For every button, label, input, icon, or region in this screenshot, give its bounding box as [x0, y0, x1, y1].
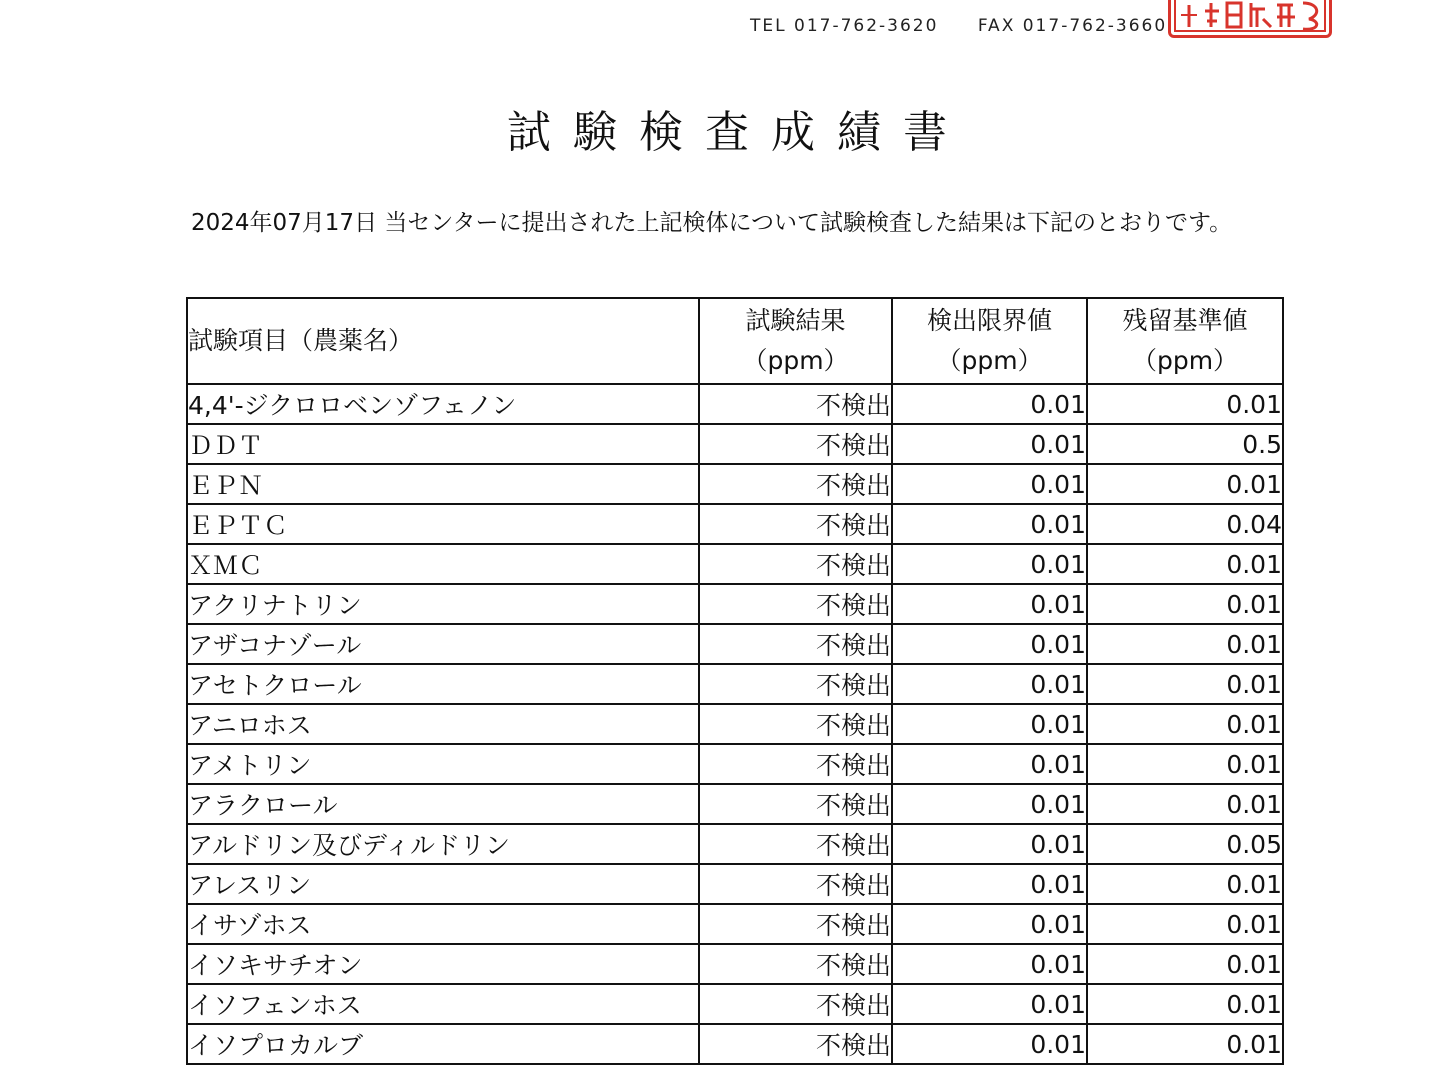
cell-pesticide-name: ＤＤＴ	[187, 424, 699, 464]
cell-detection-limit: 0.01	[892, 464, 1087, 504]
cell-pesticide-name: アクリナトリン	[187, 584, 699, 624]
table-row	[187, 1024, 1283, 1064]
cell-residue-standard: 0.01	[1087, 944, 1283, 984]
cell-residue-standard: 0.01	[1087, 584, 1283, 624]
cell-detection-limit: 0.01	[892, 784, 1087, 824]
cell-pesticide-name: イソプロカルブ	[187, 1024, 699, 1064]
cell-residue-standard: 0.05	[1087, 824, 1283, 864]
results-table	[186, 297, 1284, 1065]
cell-test-result: 不検出	[699, 424, 892, 464]
cell-detection-limit: 0.01	[892, 824, 1087, 864]
header-residue-standard	[1087, 298, 1283, 384]
cell-test-result: 不検出	[699, 464, 892, 504]
results-body	[187, 384, 1283, 1064]
cell-test-result: 不検出	[699, 904, 892, 944]
cell-detection-limit: 0.01	[892, 384, 1087, 424]
table-row	[187, 664, 1283, 704]
cell-residue-standard: 0.01	[1087, 704, 1283, 744]
cell-pesticide-name: アメトリン	[187, 744, 699, 784]
cell-residue-standard: 0.01	[1087, 744, 1283, 784]
cell-residue-standard: 0.01	[1087, 464, 1283, 504]
cell-residue-standard: 0.01	[1087, 624, 1283, 664]
cell-pesticide-name: 4,4'-ジクロロベンゾフェノン	[187, 384, 699, 424]
cell-detection-limit: 0.01	[892, 744, 1087, 784]
header-test-item	[187, 298, 699, 384]
header-test-item-label: 試験項目（農薬名）	[188, 326, 414, 355]
header-detection-limit	[892, 298, 1087, 384]
table-row	[187, 424, 1283, 464]
cell-residue-standard: 0.01	[1087, 864, 1283, 904]
cell-test-result: 不検出	[699, 824, 892, 864]
header-residue-standard-label: 残留基準値	[1122, 306, 1248, 335]
table-row	[187, 864, 1283, 904]
table-row	[187, 624, 1283, 664]
fax-number: FAX 017-762-3660	[977, 16, 1168, 36]
cell-residue-standard: 0.01	[1087, 544, 1283, 584]
cell-test-result: 不検出	[699, 664, 892, 704]
cell-residue-standard: 0.01	[1087, 904, 1283, 944]
cell-pesticide-name: ＸＭＣ	[187, 544, 699, 584]
cell-residue-standard: 0.01	[1087, 664, 1283, 704]
cell-detection-limit: 0.01	[892, 984, 1087, 1024]
contact-info	[750, 16, 1167, 36]
cell-pesticide-name: アセトクロール	[187, 664, 699, 704]
cell-residue-standard: 0.04	[1087, 504, 1283, 544]
cell-detection-limit: 0.01	[892, 624, 1087, 664]
cell-test-result: 不検出	[699, 784, 892, 824]
cell-test-result: 不検出	[699, 984, 892, 1024]
cell-test-result: 不検出	[699, 544, 892, 584]
table-row	[187, 904, 1283, 944]
cell-detection-limit: 0.01	[892, 904, 1087, 944]
table-row	[187, 544, 1283, 584]
cell-test-result: 不検出	[699, 384, 892, 424]
cell-test-result: 不検出	[699, 864, 892, 904]
cell-test-result: 不検出	[699, 504, 892, 544]
cell-residue-standard: 0.01	[1087, 984, 1283, 1024]
cell-pesticide-name: アルドリン及びディルドリン	[187, 824, 699, 864]
cell-test-result: 不検出	[699, 1024, 892, 1064]
cell-pesticide-name: アレスリン	[187, 864, 699, 904]
cell-detection-limit: 0.01	[892, 504, 1087, 544]
cell-test-result: 不検出	[699, 744, 892, 784]
cell-detection-limit: 0.01	[892, 1024, 1087, 1064]
seal-icon	[1171, 0, 1329, 35]
cell-detection-limit: 0.01	[892, 704, 1087, 744]
cell-pesticide-name: イソフェンホス	[187, 984, 699, 1024]
cell-test-result: 不検出	[699, 624, 892, 664]
table-row	[187, 504, 1283, 544]
cell-detection-limit: 0.01	[892, 864, 1087, 904]
intro-statement: 2024年07月17日 当センターに提出された上記検体について試験検査した結果は下記のとおりです。	[191, 210, 1233, 236]
cell-detection-limit: 0.01	[892, 664, 1087, 704]
cell-residue-standard: 0.5	[1087, 424, 1283, 464]
cell-detection-limit: 0.01	[892, 424, 1087, 464]
cell-detection-limit: 0.01	[892, 944, 1087, 984]
table-row	[187, 384, 1283, 424]
official-seal-stamp	[1168, 0, 1332, 38]
table-header-row	[187, 298, 1283, 384]
table-row	[187, 704, 1283, 744]
cell-pesticide-name: アニロホス	[187, 704, 699, 744]
header-test-result-unit: （ppm）	[742, 346, 849, 375]
cell-test-result: 不検出	[699, 584, 892, 624]
table-row	[187, 584, 1283, 624]
table-row	[187, 944, 1283, 984]
cell-detection-limit: 0.01	[892, 544, 1087, 584]
header-residue-standard-unit: （ppm）	[1131, 346, 1239, 375]
cell-pesticide-name: アラクロール	[187, 784, 699, 824]
table-row	[187, 784, 1283, 824]
cell-test-result: 不検出	[699, 704, 892, 744]
cell-pesticide-name: アザコナゾール	[187, 624, 699, 664]
cell-detection-limit: 0.01	[892, 584, 1087, 624]
cell-test-result: 不検出	[699, 944, 892, 984]
header-test-result	[699, 298, 892, 384]
cell-pesticide-name: ＥＰＮ	[187, 464, 699, 504]
header-detection-limit-unit: （ppm）	[936, 346, 1043, 375]
table-row	[187, 464, 1283, 504]
cell-residue-standard: 0.01	[1087, 784, 1283, 824]
header-detection-limit-label: 検出限界値	[926, 306, 1052, 335]
table-row	[187, 824, 1283, 864]
table-row	[187, 984, 1283, 1024]
cell-pesticide-name: イサゾホス	[187, 904, 699, 944]
table-row	[187, 744, 1283, 784]
page-title: 試験検査成績書	[507, 107, 969, 158]
header-test-result-label: 試験結果	[745, 306, 846, 335]
cell-pesticide-name: ＥＰＴＣ	[187, 504, 699, 544]
cell-residue-standard: 0.01	[1087, 384, 1283, 424]
cell-residue-standard: 0.01	[1087, 1024, 1283, 1064]
cell-pesticide-name: イソキサチオン	[187, 944, 699, 984]
tel-number: TEL 017-762-3620	[750, 16, 939, 36]
